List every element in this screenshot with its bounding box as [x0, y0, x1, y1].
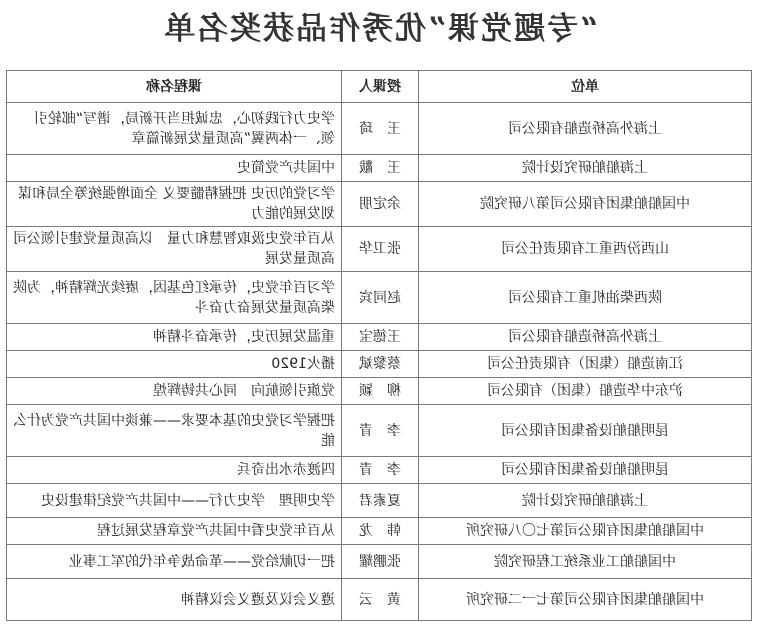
course-cell: 党旗引领航向 同心共铸辉煌	[7, 378, 342, 405]
unit-cell: 上海外高桥造船有限公司	[419, 103, 752, 155]
table-row	[7, 103, 752, 155]
lecturer-cell: 韩 龙	[342, 518, 419, 545]
unit-cell: 上海外高桥造船有限公司	[419, 324, 752, 351]
lecturer-cell: 黄 云	[342, 579, 419, 621]
table-row	[7, 518, 752, 545]
unit-cell: 中国船舶工业系统工程研究院	[419, 545, 752, 579]
page-title: “专题党课”优秀作品获奖名单	[162, 11, 598, 47]
table-row	[7, 457, 752, 484]
table-row	[7, 484, 752, 518]
unit-cell: 中国船舶集团有限公司第七〇八研究所	[419, 518, 752, 545]
header-lecturer: 授课人	[342, 71, 419, 103]
course-cell: 从百年党史看中国共产党章程发展过程	[7, 518, 342, 545]
lecturer-cell: 张卫华	[342, 227, 419, 272]
lecturer-cell: 李 青	[342, 457, 419, 484]
lecturer-cell: 夏素君	[342, 484, 419, 518]
unit-cell: 中国船舶集团有限公司第八研究院	[419, 182, 752, 227]
table-row	[7, 545, 752, 579]
unit-cell: 昆明船舶设备集团有限公司	[419, 405, 752, 457]
table-row	[7, 378, 752, 405]
table-row	[7, 579, 752, 621]
course-cell: 学史明理 学史力行——中国共产党纪律建设史	[7, 484, 342, 518]
table-row	[7, 272, 752, 324]
lecturer-cell: 柳 颖	[342, 378, 419, 405]
header-unit: 单位	[419, 71, 752, 103]
table-row	[7, 227, 752, 272]
course-cell: 学习党的历史 把握精髓要义 全面增强统筹全局和谋划发展的能力	[7, 182, 342, 227]
lecturer-cell: 王 琦	[342, 103, 419, 155]
unit-cell: 上海船舶研究设计院	[419, 155, 752, 182]
unit-cell: 江南造船（集团）有限责任公司	[419, 351, 752, 378]
unit-cell: 昆明船舶设备集团有限公司	[419, 457, 752, 484]
table-row	[7, 155, 752, 182]
unit-cell: 沪东中华造船（集团）有限公司	[419, 378, 752, 405]
lecturer-cell: 李 青	[342, 405, 419, 457]
course-cell: 学习百年党史，传承红色基因，赓续光辉精神，为陕柴高质量发展奋力奋斗	[7, 272, 342, 324]
lecturer-cell: 蔡黎斌	[342, 351, 419, 378]
table-body	[7, 103, 752, 621]
award-table	[6, 70, 752, 621]
lecturer-cell: 张鹏耀	[342, 545, 419, 579]
course-cell: 遵义会议及遵义会议精神	[7, 579, 342, 621]
unit-cell: 中国船舶集团有限公司第七一二研究所	[419, 579, 752, 621]
course-cell: 把一切献给党——革命战争年代的军工事业	[7, 545, 342, 579]
table-row	[7, 324, 752, 351]
unit-cell: 山西汾西重工有限责任公司	[419, 227, 752, 272]
table-header-row	[7, 71, 752, 103]
lecturer-cell: 王 黻	[342, 155, 419, 182]
course-cell: 从百年党史汲取智慧和力量 以高质量党建引领公司高质量发展	[7, 227, 342, 272]
course-cell: 播火1920	[7, 351, 342, 378]
unit-cell: 上海船舶研究设计院	[419, 484, 752, 518]
lecturer-cell: 余定朋	[342, 182, 419, 227]
header-course: 课程名称	[7, 71, 342, 103]
lecturer-cell: 王德宝	[342, 324, 419, 351]
table-row	[7, 405, 752, 457]
course-cell: 四渡赤水出奇兵	[7, 457, 342, 484]
unit-cell: 陕西柴油机重工有限公司	[419, 272, 752, 324]
table-row	[7, 182, 752, 227]
course-cell: 把握学习党史的基本要求——兼谈中国共产党为什么能	[7, 405, 342, 457]
course-cell: 中国共产党简史	[7, 155, 342, 182]
course-cell: 学史力行践初心，忠诚担当开新局，谱写“邮轮引领、一体两翼”高质量发展新篇章	[7, 103, 342, 155]
table-row	[7, 351, 752, 378]
lecturer-cell: 赵同宾	[342, 272, 419, 324]
course-cell: 重温发展历史，传承奋斗精神	[7, 324, 342, 351]
